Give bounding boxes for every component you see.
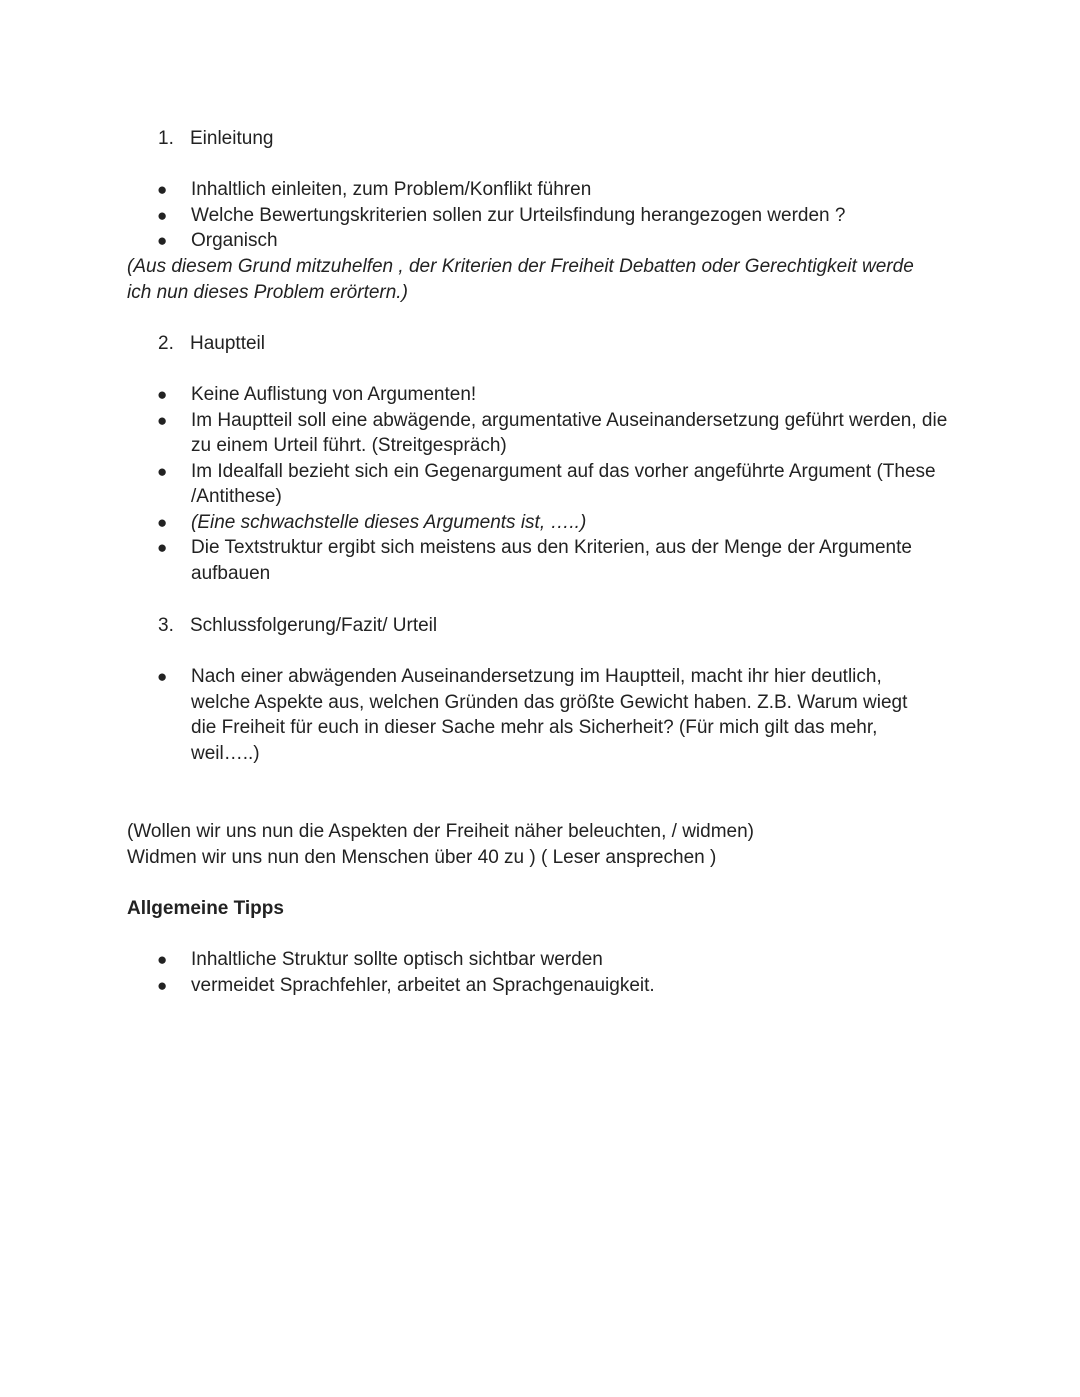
section-title: Hauptteil [190, 333, 265, 354]
bullet-icon: ● [157, 667, 168, 686]
example-line-2: Widmen wir uns nun den Menschen über 40 zu ) ( Leser ansprechen ) [127, 847, 717, 868]
list-item [155, 177, 965, 203]
bullet-icon: ● [157, 975, 168, 995]
list-item [155, 510, 965, 536]
section-title: Einleitung [190, 128, 274, 149]
bullet-icon: ● [157, 231, 168, 250]
list-item-text: Im Idealfall bezieht sich ein Gegenargument auf das vorher angeführte Argument (These /Antithese) [191, 460, 936, 507]
list-item-text: Inhaltliche Struktur sollte optisch sichtbar werden [191, 949, 603, 970]
example-line-1: (Wollen wir uns nun die Aspekten der Freiheit näher beleuchten, / widmen) [127, 821, 754, 842]
list-item [155, 664, 935, 766]
list-item [155, 535, 965, 586]
einleitung-bullet-list [155, 177, 965, 254]
tips-heading: Allgemeine Tipps [127, 898, 284, 919]
list-item-text: Organisch [191, 230, 278, 251]
section-heading-einleitung [158, 126, 273, 152]
bullet-icon: ● [157, 180, 168, 199]
list-item [155, 203, 965, 229]
tips-bullet-list [155, 947, 965, 998]
bullet-icon: ● [157, 538, 168, 557]
list-item-text: Die Textstruktur ergibt sich meistens aus den Kriterien, aus der Menge der Argumente aufbauen [191, 537, 912, 584]
bullet-icon: ● [157, 950, 168, 969]
list-item-text: Inhaltlich einleiten, zum Problem/Konflikt führen [191, 179, 592, 200]
section-heading-hauptteil [158, 331, 265, 357]
bullet-icon: ● [157, 385, 168, 404]
list-item-text: vermeidet Sprachfehler, arbeitet an Sprachgenauigkeit. [191, 974, 655, 996]
list-item [155, 382, 965, 408]
list-item-text: Im Hauptteil soll eine abwägende, argumentative Auseinandersetzung geführt werden, die zu einem Urteil führt. (Streitgespräch) [191, 409, 948, 456]
list-item [155, 408, 965, 459]
section-number: 3. [158, 615, 174, 636]
list-item [155, 947, 965, 973]
list-item [155, 459, 965, 510]
section-heading-schlussfolgerung [158, 613, 437, 639]
bullet-icon: ● [157, 205, 168, 225]
list-item-text: (Eine schwachstelle dieses Arguments ist, …..) [191, 511, 587, 533]
list-item-text: Nach einer abwägenden Auseinandersetzung im Hauptteil, macht ihr hier deutlich, welche Aspekte aus, welchen Gründen das größte Gewicht haben. Z.B. Warum wiegt die Freiheit für euch in dieser Sache mehr als Sicherheit? (Für mich gilt das mehr, weil…..) [191, 666, 908, 764]
list-item [155, 973, 965, 999]
hauptteil-bullet-list [155, 382, 965, 586]
bullet-icon: ● [157, 410, 168, 430]
schlussfolgerung-bullet-list [155, 664, 935, 766]
bullet-icon: ● [157, 461, 168, 481]
section-number: 2. [158, 333, 174, 354]
einleitung-example-note: (Aus diesem Grund mitzuhelfen , der Kriterien der Freiheit Debatten oder Gerechtigkeit werde ich nun dieses Problem erörtern.) [127, 256, 914, 303]
section-number: 1. [158, 128, 174, 149]
list-item [155, 228, 965, 254]
bullet-icon: ● [157, 512, 168, 532]
section-title: Schlussfolgerung/Fazit/ Urteil [190, 615, 438, 636]
list-item-text: Welche Bewertungskriterien sollen zur Urteilsfindung herangezogen werden ? [191, 204, 846, 226]
list-item-text: Keine Auflistung von Argumenten! [191, 384, 477, 405]
